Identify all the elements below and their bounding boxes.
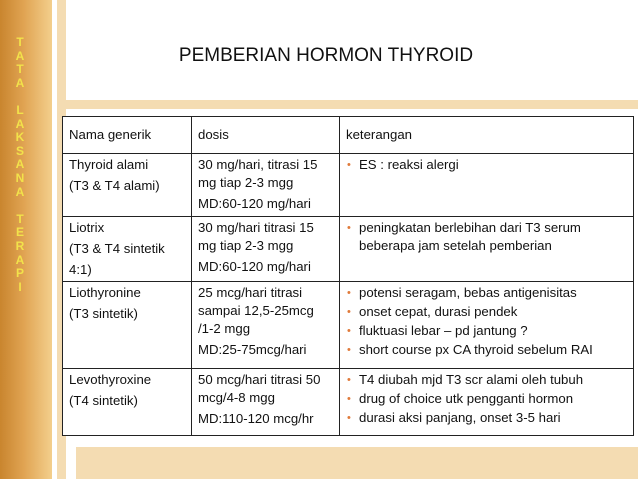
sidebar-letter: A [15,116,25,131]
header-dosis: dosis [192,117,340,154]
bullet-icon: • [347,393,351,405]
footer-band [76,447,638,479]
vertical-sidebar-title [11,36,29,294]
sidebar-letter: S [15,143,24,158]
name-line: (T3 & T4 alami) [69,178,160,193]
dose-line: MD:60-120 mg/hari [198,196,311,211]
list-item [346,322,628,340]
sidebar-letter: P [15,266,24,281]
list-item [346,156,628,174]
dose-line: MD:60-120 mg/hari [198,259,311,274]
sidebar-letter: A [15,184,25,199]
cell-notes [340,282,634,369]
cell-name [63,369,192,436]
table-row [63,282,634,369]
list-item [346,303,628,321]
cell-notes [340,217,634,282]
note-text: peningkatan berlebihan dari T3 serum [359,220,581,235]
sidebar-letter: A [15,48,25,63]
header-band [66,100,638,109]
list-item [346,284,628,302]
note-text: potensi seragam, bebas antigenisitas [359,285,577,300]
note-text: drug of choice utk pengganti hormon [359,391,574,406]
notes-list [346,371,628,427]
cell-name [63,154,192,217]
name-line: (T3 & T4 sintetik [69,241,165,256]
table-row [63,217,634,282]
table-row [63,154,634,217]
sidebar-letter: A [15,252,25,267]
sidebar-letter: T [16,35,24,49]
bullet-icon: • [347,344,351,356]
sidebar-letter: T [16,211,24,226]
table-row [63,369,634,436]
list-item [346,409,628,427]
list-item [346,341,628,359]
sidebar-letter: N [15,170,25,185]
sidebar-letter: A [15,75,25,90]
dose-line: mcg/4-8 mgg [198,390,275,405]
name-line: Liotrix [69,220,105,235]
note-text: ES : reaksi alergi [359,157,459,172]
cell-name [63,217,192,282]
dose-line: mg tiap 2-3 mgg [198,238,294,253]
notes-list [346,156,628,174]
bullet-icon: • [347,287,351,299]
dose-line: MD:110-120 mcg/hr [198,411,314,426]
bullet-icon: • [347,412,351,424]
bullet-icon: • [347,222,351,234]
bullet-icon: • [347,325,351,337]
cell-dose [192,154,340,217]
dose-line: MD:25-75mcg/hari [198,342,307,357]
sidebar-letter: I [18,279,22,294]
cell-notes [340,369,634,436]
header-nama-generik: Nama generik [63,117,192,154]
name-line: Levothyroxine [69,372,152,387]
dose-line: 25 mcg/hari titrasi [198,285,303,300]
bullet-icon: • [347,374,351,386]
sidebar-letter [18,90,21,104]
notes-list [346,219,628,255]
name-line: 4:1) [69,262,92,277]
list-item [346,219,628,255]
notes-list [346,284,628,359]
sidebar-letter: T [16,62,24,77]
name-line: Thyroid alami [69,157,149,172]
note-text: fluktuasi lebar – pd jantung ? [359,323,528,338]
dose-line: mg tiap 2-3 mgg [198,175,294,190]
note-text: onset cepat, durasi pendek [359,304,518,319]
dose-line: sampai 12,5-25mcg [198,303,314,318]
list-item [346,371,628,389]
dose-line: 30 mg/hari titrasi 15 [198,220,314,235]
list-item [346,390,628,408]
bullet-icon: • [347,159,351,171]
header-keterangan: keterangan [340,117,634,154]
sidebar-letter: R [15,238,25,253]
note-text: T4 diubah mjd T3 scr alami oleh tubuh [359,372,584,387]
note-text: short course px CA thyroid sebelum RAI [359,342,593,357]
table-header-row [63,117,634,154]
bullet-icon: • [347,306,351,318]
name-line: Liothyronine [69,285,141,300]
name-line: (T4 sintetik) [69,393,138,408]
dose-line: /1-2 mgg [198,321,251,336]
sidebar-letter: L [16,102,24,117]
name-line: (T3 sintetik) [69,306,138,321]
cell-dose [192,369,340,436]
cell-dose [192,217,340,282]
hormone-table [62,116,634,436]
dose-line: 50 mcg/hari titrasi 50 [198,372,321,387]
cell-dose [192,282,340,369]
cell-notes [340,154,634,217]
slide-title: PEMBERIAN HORMON THYROID [178,45,474,66]
note-text: beberapa jam setelah pemberian [359,238,552,253]
sidebar-letter: K [15,130,25,145]
sidebar-letter: A [15,157,25,172]
note-text: durasi aksi panjang, onset 3-5 hari [359,410,561,425]
cell-name [63,282,192,369]
sidebar-letter: E [15,225,24,240]
sidebar-letter [18,199,21,213]
dose-line: 30 mg/hari, titrasi 15 [198,157,318,172]
